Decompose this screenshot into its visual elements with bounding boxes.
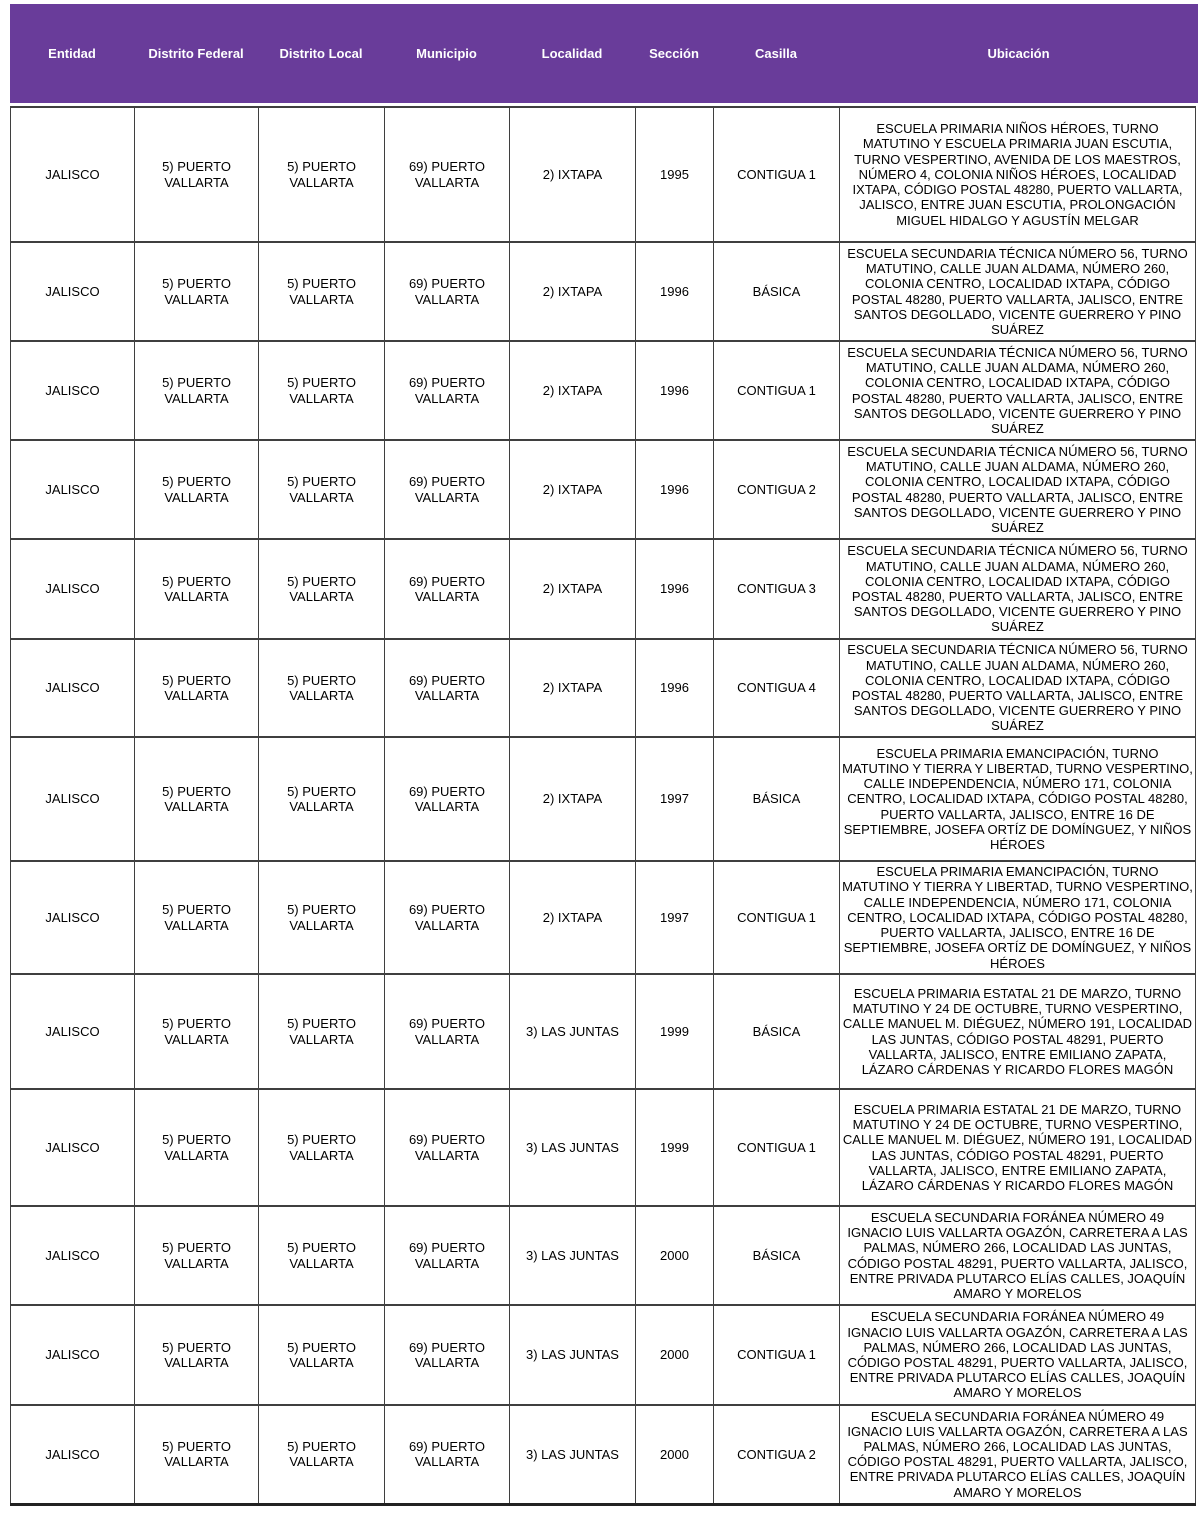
cell-seccion: 1999 [636, 1089, 714, 1206]
cell-distrito-local: 5) PUERTO VALLARTA [259, 861, 385, 974]
cell-distrito-federal: 5) PUERTO VALLARTA [135, 974, 259, 1089]
cell-distrito-federal: 5) PUERTO VALLARTA [135, 341, 259, 440]
table-row [11, 242, 1196, 341]
cell-municipio: 69) PUERTO VALLARTA [385, 341, 510, 440]
cell-distrito-local: 5) PUERTO VALLARTA [259, 1089, 385, 1206]
table-row [11, 974, 1196, 1089]
cell-localidad: 2) IXTAPA [510, 539, 636, 639]
cell-localidad: 2) IXTAPA [510, 107, 636, 242]
cell-ubicacion: ESCUELA PRIMARIA ESTATAL 21 DE MARZO, TURNO MATUTINO Y 24 DE OCTUBRE, TURNO VESPERTINO, CALLE MANUEL M. DIÉGUEZ, NÚMERO 191, LOCALIDAD LAS JUNTAS, CÓDIGO POSTAL 48291, PUERTO VALLARTA, JALISCO, ENTRE EMILIANO ZAPATA, LÁZARO CÁRDENAS Y RICARDO FLORES MAGÓN [840, 974, 1196, 1089]
cell-municipio: 69) PUERTO VALLARTA [385, 737, 510, 861]
cell-casilla: CONTIGUA 4 [714, 639, 840, 737]
cell-municipio: 69) PUERTO VALLARTA [385, 1089, 510, 1206]
cell-distrito-federal: 5) PUERTO VALLARTA [135, 440, 259, 539]
table-row [11, 639, 1196, 737]
cell-distrito-local: 5) PUERTO VALLARTA [259, 737, 385, 861]
cell-entidad: JALISCO [11, 440, 135, 539]
table-body [11, 107, 1196, 1504]
cell-casilla: BÁSICA [714, 737, 840, 861]
cell-seccion: 1999 [636, 974, 714, 1089]
column-header-entidad: Entidad [48, 46, 96, 61]
column-header-localidad: Localidad [541, 46, 603, 61]
cell-localidad: 3) LAS JUNTAS [510, 974, 636, 1089]
cell-casilla: CONTIGUA 2 [714, 440, 840, 539]
cell-entidad: JALISCO [11, 861, 135, 974]
cell-distrito-local: 5) PUERTO VALLARTA [259, 107, 385, 242]
table-row [11, 1305, 1196, 1405]
cell-casilla: CONTIGUA 1 [714, 341, 840, 440]
cell-distrito-local: 5) PUERTO VALLARTA [259, 440, 385, 539]
cell-distrito-local: 5) PUERTO VALLARTA [259, 639, 385, 737]
cell-casilla: CONTIGUA 3 [714, 539, 840, 639]
cell-seccion: 1996 [636, 242, 714, 341]
cell-municipio: 69) PUERTO VALLARTA [385, 440, 510, 539]
cell-distrito-federal: 5) PUERTO VALLARTA [135, 1405, 259, 1504]
cell-seccion: 1996 [636, 440, 714, 539]
cell-municipio: 69) PUERTO VALLARTA [385, 1206, 510, 1305]
cell-ubicacion: ESCUELA PRIMARIA ESTATAL 21 DE MARZO, TURNO MATUTINO Y 24 DE OCTUBRE, TURNO VESPERTINO, CALLE MANUEL M. DIÉGUEZ, NÚMERO 191, LOCALIDAD LAS JUNTAS, CÓDIGO POSTAL 48291, PUERTO VALLARTA, JALISCO, ENTRE EMILIANO ZAPATA, LÁZARO CÁRDENAS Y RICARDO FLORES MAGÓN [840, 1089, 1196, 1206]
cell-municipio: 69) PUERTO VALLARTA [385, 1405, 510, 1504]
table-row [11, 440, 1196, 539]
cell-localidad: 2) IXTAPA [510, 341, 636, 440]
cell-localidad: 3) LAS JUNTAS [510, 1305, 636, 1405]
cell-seccion: 1997 [636, 737, 714, 861]
cell-municipio: 69) PUERTO VALLARTA [385, 539, 510, 639]
cell-municipio: 69) PUERTO VALLARTA [385, 242, 510, 341]
cell-entidad: JALISCO [11, 1206, 135, 1305]
cell-localidad: 3) LAS JUNTAS [510, 1405, 636, 1504]
table-row [11, 341, 1196, 440]
cell-entidad: JALISCO [11, 639, 135, 737]
cell-distrito-local: 5) PUERTO VALLARTA [259, 1305, 385, 1405]
cell-casilla: BÁSICA [714, 974, 840, 1089]
cell-seccion: 1996 [636, 639, 714, 737]
cell-distrito-federal: 5) PUERTO VALLARTA [135, 1089, 259, 1206]
cell-distrito-federal: 5) PUERTO VALLARTA [135, 861, 259, 974]
cell-ubicacion: ESCUELA SECUNDARIA TÉCNICA NÚMERO 56, TURNO MATUTINO, CALLE JUAN ALDAMA, NÚMERO 260, COLONIA CENTRO, LOCALIDAD IXTAPA, CÓDIGO POSTAL 48280, PUERTO VALLARTA, JALISCO, ENTRE SANTOS DEGOLLADO, VICENTE GUERRERO Y PINO SUÁREZ [840, 242, 1196, 341]
cell-municipio: 69) PUERTO VALLARTA [385, 861, 510, 974]
table-row [11, 1089, 1196, 1206]
cell-seccion: 1995 [636, 107, 714, 242]
cell-municipio: 69) PUERTO VALLARTA [385, 639, 510, 737]
cell-casilla: CONTIGUA 1 [714, 1089, 840, 1206]
column-header-seccion: Sección [649, 46, 699, 61]
cell-casilla: CONTIGUA 1 [714, 1305, 840, 1405]
cell-localidad: 2) IXTAPA [510, 737, 636, 861]
cell-entidad: JALISCO [11, 974, 135, 1089]
cell-ubicacion: ESCUELA SECUNDARIA TÉCNICA NÚMERO 56, TURNO MATUTINO, CALLE JUAN ALDAMA, NÚMERO 260, COLONIA CENTRO, LOCALIDAD IXTAPA, CÓDIGO POSTAL 48280, PUERTO VALLARTA, JALISCO, ENTRE SANTOS DEGOLLADO, VICENTE GUERRERO Y PINO SUÁREZ [840, 639, 1196, 737]
table-row [11, 107, 1196, 242]
cell-entidad: JALISCO [11, 1305, 135, 1405]
cell-distrito-federal: 5) PUERTO VALLARTA [135, 107, 259, 242]
table-row [11, 861, 1196, 974]
cell-seccion: 1996 [636, 341, 714, 440]
cell-casilla: CONTIGUA 1 [714, 107, 840, 242]
cell-distrito-local: 5) PUERTO VALLARTA [259, 1206, 385, 1305]
cell-municipio: 69) PUERTO VALLARTA [385, 974, 510, 1089]
cell-ubicacion: ESCUELA SECUNDARIA FORÁNEA NÚMERO 49 IGNACIO LUIS VALLARTA OGAZÓN, CARRETERA A LAS PALMAS, NÚMERO 266, LOCALIDAD LAS JUNTAS, CÓDIGO POSTAL 48291, PUERTO VALLARTA, JALISCO, ENTRE PRIVADA PLUTARCO ELÍAS CALLES, JOAQUÍN AMARO Y MORELOS [840, 1305, 1196, 1405]
cell-localidad: 2) IXTAPA [510, 242, 636, 341]
cell-seccion: 2000 [636, 1405, 714, 1504]
cell-entidad: JALISCO [11, 341, 135, 440]
column-header-ubicacion: Ubicación [987, 46, 1050, 61]
table-row [11, 1206, 1196, 1305]
cell-distrito-federal: 5) PUERTO VALLARTA [135, 1206, 259, 1305]
cell-entidad: JALISCO [11, 107, 135, 242]
cell-distrito-federal: 5) PUERTO VALLARTA [135, 639, 259, 737]
cell-entidad: JALISCO [11, 1405, 135, 1504]
cell-localidad: 2) IXTAPA [510, 639, 636, 737]
cell-ubicacion: ESCUELA SECUNDARIA TÉCNICA NÚMERO 56, TURNO MATUTINO, CALLE JUAN ALDAMA, NÚMERO 260, COLONIA CENTRO, LOCALIDAD IXTAPA, CÓDIGO POSTAL 48280, PUERTO VALLARTA, JALISCO, ENTRE SANTOS DEGOLLADO, VICENTE GUERRERO Y PINO SUÁREZ [840, 341, 1196, 440]
cell-ubicacion: ESCUELA PRIMARIA EMANCIPACIÓN, TURNO MATUTINO Y TIERRA Y LIBERTAD, TURNO VESPERTINO, CALLE INDEPENDENCIA, NÚMERO 171, COLONIA CENTRO, LOCALIDAD IXTAPA, CÓDIGO POSTAL 48280, PUERTO VALLARTA, JALISCO, ENTRE 16 DE SEPTIEMBRE, JOSEFA ORTÍZ DE DOMÍNGUEZ, Y NIÑOS HÉROES [840, 737, 1196, 861]
cell-casilla: BÁSICA [714, 242, 840, 341]
column-header-casilla: Casilla [755, 46, 797, 61]
column-header-distrito-local: Distrito Local [279, 46, 363, 61]
cell-entidad: JALISCO [11, 737, 135, 861]
cell-distrito-local: 5) PUERTO VALLARTA [259, 539, 385, 639]
cell-entidad: JALISCO [11, 242, 135, 341]
cell-seccion: 2000 [636, 1305, 714, 1405]
cell-casilla: CONTIGUA 2 [714, 1405, 840, 1504]
cell-ubicacion: ESCUELA PRIMARIA NIÑOS HÉROES, TURNO MATUTINO Y ESCUELA PRIMARIA JUAN ESCUTIA, TURNO VESPERTINO, AVENIDA DE LOS MAESTROS, NÚMERO 4, COLONIA NIÑOS HÉROES, LOCALIDAD IXTAPA, CÓDIGO POSTAL 48280, PUERTO VALLARTA, JALISCO, ENTRE JUAN ESCUTIA, PROLONGACIÓN MIGUEL HIDALGO Y AGUSTÍN MELGAR [840, 107, 1196, 242]
table-header-row [10, 4, 1198, 103]
cell-distrito-federal: 5) PUERTO VALLARTA [135, 737, 259, 861]
cell-casilla: CONTIGUA 1 [714, 861, 840, 974]
cell-ubicacion: ESCUELA PRIMARIA EMANCIPACIÓN, TURNO MATUTINO Y TIERRA Y LIBERTAD, TURNO VESPERTINO, CALLE INDEPENDENCIA, NÚMERO 171, COLONIA CENTRO, LOCALIDAD IXTAPA, CÓDIGO POSTAL 48280, PUERTO VALLARTA, JALISCO, ENTRE 16 DE SEPTIEMBRE, JOSEFA ORTÍZ DE DOMÍNGUEZ, Y NIÑOS HÉROES [840, 861, 1196, 974]
cell-entidad: JALISCO [11, 1089, 135, 1206]
cell-seccion: 2000 [636, 1206, 714, 1305]
cell-localidad: 2) IXTAPA [510, 861, 636, 974]
cell-localidad: 2) IXTAPA [510, 440, 636, 539]
cell-distrito-federal: 5) PUERTO VALLARTA [135, 242, 259, 341]
cell-distrito-federal: 5) PUERTO VALLARTA [135, 539, 259, 639]
cell-casilla: BÁSICA [714, 1206, 840, 1305]
table-row [11, 1405, 1196, 1504]
cell-ubicacion: ESCUELA SECUNDARIA TÉCNICA NÚMERO 56, TURNO MATUTINO, CALLE JUAN ALDAMA, NÚMERO 260, COLONIA CENTRO, LOCALIDAD IXTAPA, CÓDIGO POSTAL 48280, PUERTO VALLARTA, JALISCO, ENTRE SANTOS DEGOLLADO, VICENTE GUERRERO Y PINO SUÁREZ [840, 539, 1196, 639]
column-header-distrito-federal: Distrito Federal [148, 46, 244, 61]
cell-distrito-federal: 5) PUERTO VALLARTA [135, 1305, 259, 1405]
cell-localidad: 3) LAS JUNTAS [510, 1206, 636, 1305]
cell-ubicacion: ESCUELA SECUNDARIA TÉCNICA NÚMERO 56, TURNO MATUTINO, CALLE JUAN ALDAMA, NÚMERO 260, COLONIA CENTRO, LOCALIDAD IXTAPA, CÓDIGO POSTAL 48280, PUERTO VALLARTA, JALISCO, ENTRE SANTOS DEGOLLADO, VICENTE GUERRERO Y PINO SUÁREZ [840, 440, 1196, 539]
cell-distrito-local: 5) PUERTO VALLARTA [259, 242, 385, 341]
polling-stations-table [10, 106, 1196, 1506]
cell-seccion: 1997 [636, 861, 714, 974]
cell-ubicacion: ESCUELA SECUNDARIA FORÁNEA NÚMERO 49 IGNACIO LUIS VALLARTA OGAZÓN, CARRETERA A LAS PALMAS, NÚMERO 266, LOCALIDAD LAS JUNTAS, CÓDIGO POSTAL 48291, PUERTO VALLARTA, JALISCO, ENTRE PRIVADA PLUTARCO ELÍAS CALLES, JOAQUÍN AMARO Y MORELOS [840, 1405, 1196, 1504]
cell-distrito-local: 5) PUERTO VALLARTA [259, 974, 385, 1089]
cell-entidad: JALISCO [11, 539, 135, 639]
cell-distrito-local: 5) PUERTO VALLARTA [259, 341, 385, 440]
cell-municipio: 69) PUERTO VALLARTA [385, 1305, 510, 1405]
cell-municipio: 69) PUERTO VALLARTA [385, 107, 510, 242]
table-row [11, 737, 1196, 861]
cell-seccion: 1996 [636, 539, 714, 639]
cell-distrito-local: 5) PUERTO VALLARTA [259, 1405, 385, 1504]
cell-ubicacion: ESCUELA SECUNDARIA FORÁNEA NÚMERO 49 IGNACIO LUIS VALLARTA OGAZÓN, CARRETERA A LAS PALMAS, NÚMERO 266, LOCALIDAD LAS JUNTAS, CÓDIGO POSTAL 48291, PUERTO VALLARTA, JALISCO, ENTRE PRIVADA PLUTARCO ELÍAS CALLES, JOAQUÍN AMARO Y MORELOS [840, 1206, 1196, 1305]
table-row [11, 539, 1196, 639]
column-header-municipio: Municipio [416, 46, 477, 61]
cell-localidad: 3) LAS JUNTAS [510, 1089, 636, 1206]
